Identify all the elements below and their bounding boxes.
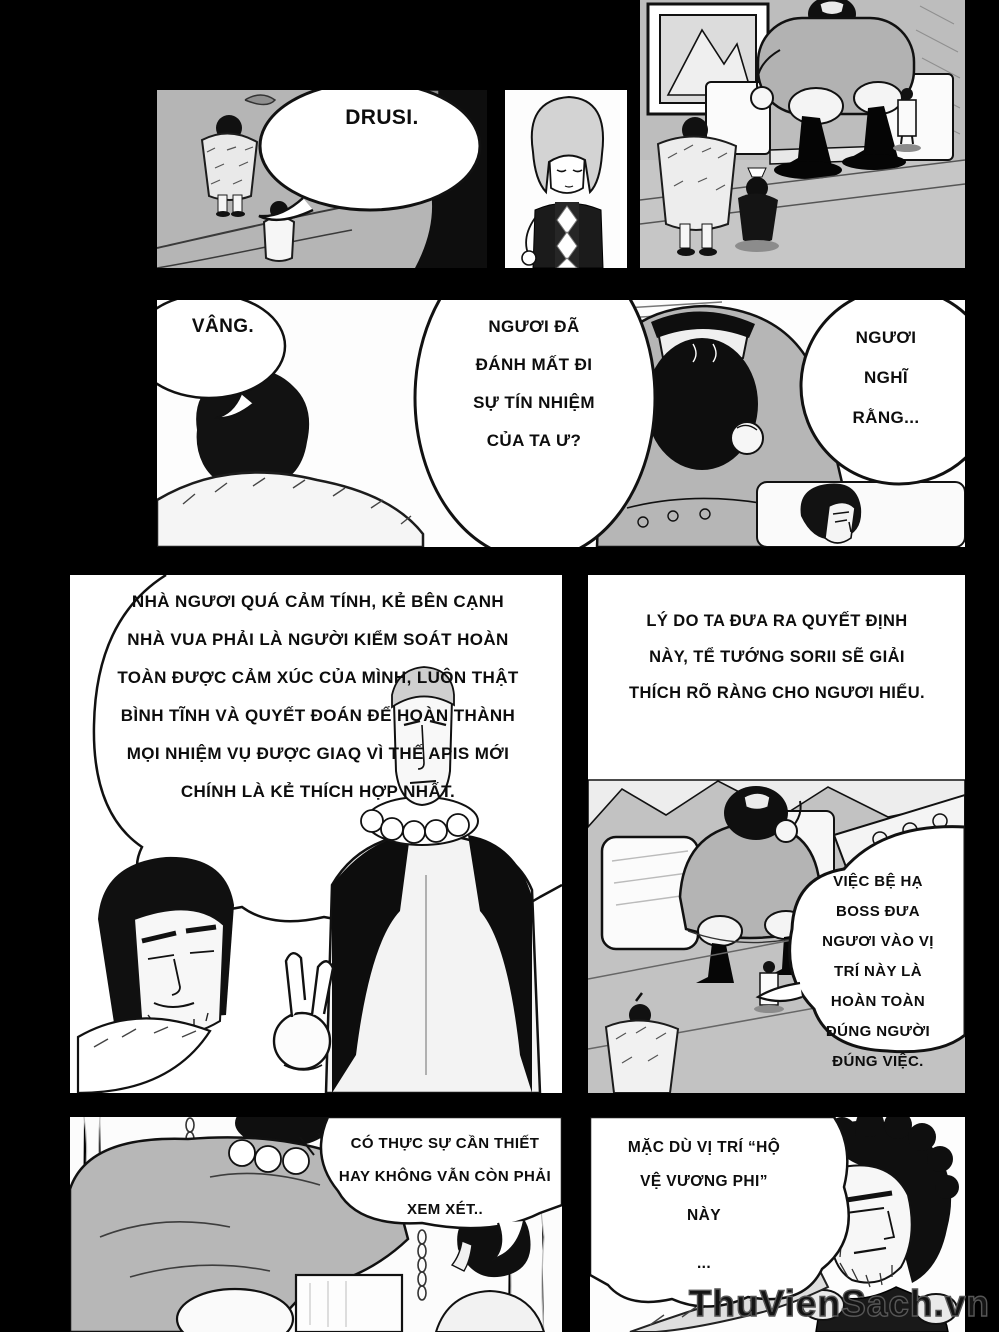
bubble-line: BÌNH TĨNH VÀ QUYẾT ĐOÁN ĐỂ HOÀN THÀNH xyxy=(120,706,516,725)
speech-bubble-xemxet xyxy=(338,1127,552,1226)
bubble-line: HAY KHÔNG VẪN CÒN PHẢI xyxy=(338,1168,552,1185)
panel-woman-art xyxy=(505,90,627,268)
bubble-line: DRUSI. xyxy=(345,106,419,129)
watermark: ThuVienSach.vn xyxy=(688,1283,990,1324)
bubble-line: LÝ DO TA ĐƯA RA QUYẾT ĐỊNH xyxy=(646,612,908,630)
bubble-line: NGHĨ xyxy=(863,368,909,387)
bubble-line: CÓ THỰC SỰ CẦN THIẾT xyxy=(350,1135,540,1152)
panel-lecture xyxy=(70,575,562,1093)
bubble-line: THÍCH RÕ RÀNG CHO NGƯƠI HIỂU. xyxy=(628,684,926,702)
bubble-line: CHÍNH LÀ KẺ THÍCH HỢP NHẤT. xyxy=(180,782,456,801)
panel-woman xyxy=(505,90,627,268)
speech-bubble-reason xyxy=(624,603,930,711)
bubble-line: NÀY xyxy=(687,1207,721,1224)
speech-bubble-boss xyxy=(802,867,954,1077)
bubble-line: SỰ TÍN NHIỆM xyxy=(473,393,595,412)
bubble-line: MỌI NHIỆM VỤ ĐƯỢC GIAQ VÌ THẾ APIS MỚI xyxy=(126,744,510,763)
bubble-line: VIỆC BỆ HẠ xyxy=(833,873,923,890)
bubble-line: NGƯƠI xyxy=(855,328,917,347)
bubble-line: NGƯƠI ĐÃ xyxy=(488,317,580,336)
bubble-line: HOÀN TOÀN xyxy=(830,993,926,1010)
panel-audience xyxy=(157,300,965,547)
speech-bubble-vang xyxy=(165,316,281,338)
panel-throne-art xyxy=(640,0,965,268)
bubble-line: CỦA TA Ư? xyxy=(486,431,582,450)
speech-bubble-macdu xyxy=(606,1131,802,1281)
reclining-man-figure xyxy=(757,482,965,547)
bubble-line: TOÀN ĐƯỢC CẢM XÚC CỦA MÌNH, LUÔN THẬT xyxy=(117,668,519,687)
bubble-line: ... xyxy=(696,1255,712,1272)
bubble-line: NGƯƠI VÀO VỊ xyxy=(822,933,934,950)
speech-bubble-nguoi-nghi xyxy=(807,318,965,438)
bubble-line: BOSS ĐƯA xyxy=(836,903,920,920)
bubble-line: NÀY, TỂ TƯỚNG SORII SẼ GIẢI xyxy=(649,648,905,666)
bubble-line: VỆ VƯƠNG PHI” xyxy=(640,1173,768,1190)
panel-reclining-king xyxy=(70,1117,562,1332)
bubble-line: NHÀ VUA PHẢI LÀ NGƯỜI KIỂM SOÁT HOÀN xyxy=(127,630,509,649)
speech-bubble-lecture xyxy=(98,583,538,811)
bubble-line: MẶC DÙ VỊ TRÍ “HỘ xyxy=(627,1139,781,1156)
bubble-line: ĐÁNH MẤT ĐI xyxy=(475,355,593,374)
bubble-line: ĐÚNG NGƯỜI xyxy=(825,1023,931,1040)
speech-bubble-king-question xyxy=(403,308,665,460)
bubble-line: NHÀ NGƯƠI QUÁ CẢM TÍNH, KẺ BÊN CẠNH xyxy=(131,592,505,611)
bubble-line: RẰNG... xyxy=(852,408,920,427)
panel-king-sofa xyxy=(588,575,965,1093)
bubble-line: ĐÚNG VIỆC. xyxy=(832,1053,924,1070)
bubble-line: TRÍ NÀY LÀ xyxy=(834,963,922,980)
bubble-line: VÂNG. xyxy=(191,316,255,337)
panel-street-scene xyxy=(157,90,487,268)
speech-bubble-drusi xyxy=(307,106,457,130)
bubble-line: XEM XÉT.. xyxy=(406,1201,484,1218)
panel-throne-room xyxy=(640,0,965,268)
